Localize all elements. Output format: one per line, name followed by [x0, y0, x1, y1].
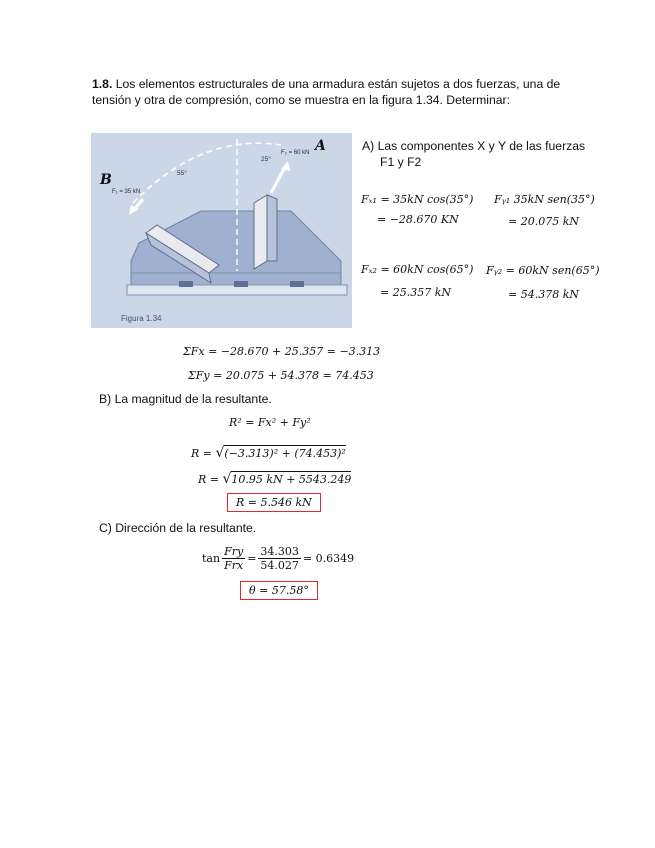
sum-fy: ΣFy = 20.075 + 54.378 = 74.453: [188, 369, 374, 382]
part-a-heading-cont: F1 y F2: [380, 155, 422, 169]
sum-fx: ΣFx = −28.670 + 25.357 = −3.313: [183, 345, 381, 358]
r-sum-radicand: 10.95 kN + 5543.249: [231, 473, 352, 486]
bolt-2: [234, 281, 248, 287]
angle-arc: [133, 143, 281, 203]
bolt-1: [179, 281, 193, 287]
force-1-label: F₁ = 35 kN: [112, 189, 141, 195]
fx1-result: = −28.670 KN: [377, 213, 459, 226]
bolt-3: [290, 281, 304, 287]
problem-number: 1.8.: [92, 77, 113, 91]
fy1-result: = 20.075 kN: [508, 215, 579, 228]
part-b-heading: B) La magnitud de la resultante.: [99, 392, 272, 406]
tan-label: tan: [202, 552, 221, 565]
figure-caption: Figura 1.34: [121, 314, 162, 323]
part-c-heading: C) Dirección de la resultante.: [99, 521, 257, 535]
r-sum-lhs: R =: [198, 473, 223, 486]
label-a: A: [315, 138, 326, 154]
tan-equation: tan $\frac{\text{Fry}}{\text{Frx}}$ = $\frac{34.303}{54.027}$ = 0.6349: [202, 545, 355, 572]
fraction-den-value: 54.027: [260, 559, 299, 572]
member-a: [254, 195, 267, 269]
angle-2-label: 25°: [261, 156, 271, 163]
r-result-box: R = 5.546 kN: [227, 493, 321, 512]
fy2-result: = 54.378 kN: [508, 288, 579, 301]
fraction-fry: Fry: [224, 545, 244, 558]
theta-result-box: θ = 57.58°: [240, 581, 318, 600]
force-2-arrow: [271, 167, 285, 193]
fraction-frx: Frx: [224, 559, 244, 572]
part-a-heading: A) Las componentes X y Y de las fuerzas: [362, 139, 586, 153]
r-squared-equation: R² = Fx² + Fy²: [229, 416, 311, 429]
fy1-equation: Fᵧ₁ 35kN sen(35°): [494, 193, 595, 206]
r-root-equation: R = √(−3.313)² + (74.453)²: [191, 445, 346, 461]
r-root-radicand: (−3.313)² + (74.453)²: [224, 447, 346, 460]
problem-text: Los elementos estructurales de una armadura están sujetos a dos fuerzas, una de tensión y otra de compresión, como se muestra en la figura 1.34. Determinar:: [92, 77, 561, 107]
r-sum-equation: R = √10.95 kN + 5543.249: [198, 471, 352, 487]
fraction-values: [258, 545, 301, 572]
label-b: B: [100, 172, 112, 188]
fy2-equation: Fᵧ₂ = 60kN sen(65°): [486, 264, 600, 277]
figure-1-34: [91, 133, 352, 328]
problem-statement: [92, 76, 572, 108]
fraction-fry-frx: [222, 545, 245, 572]
tan-result: = 0.6349: [302, 552, 355, 565]
fx2-equation: Fₓ₂ = 60kN cos(65°): [361, 263, 474, 276]
force-2-label: F₂ = 60 kN: [281, 150, 310, 156]
truss-diagram: [91, 133, 352, 328]
fx2-result: = 25.357 kN: [380, 286, 451, 299]
angle-1-label: 55°: [177, 170, 187, 177]
fx1-equation: Fₓ₁ = 35kN cos(35°): [361, 193, 474, 206]
r-root-lhs: R =: [191, 447, 216, 460]
fraction-num-value: 34.303: [260, 545, 299, 558]
